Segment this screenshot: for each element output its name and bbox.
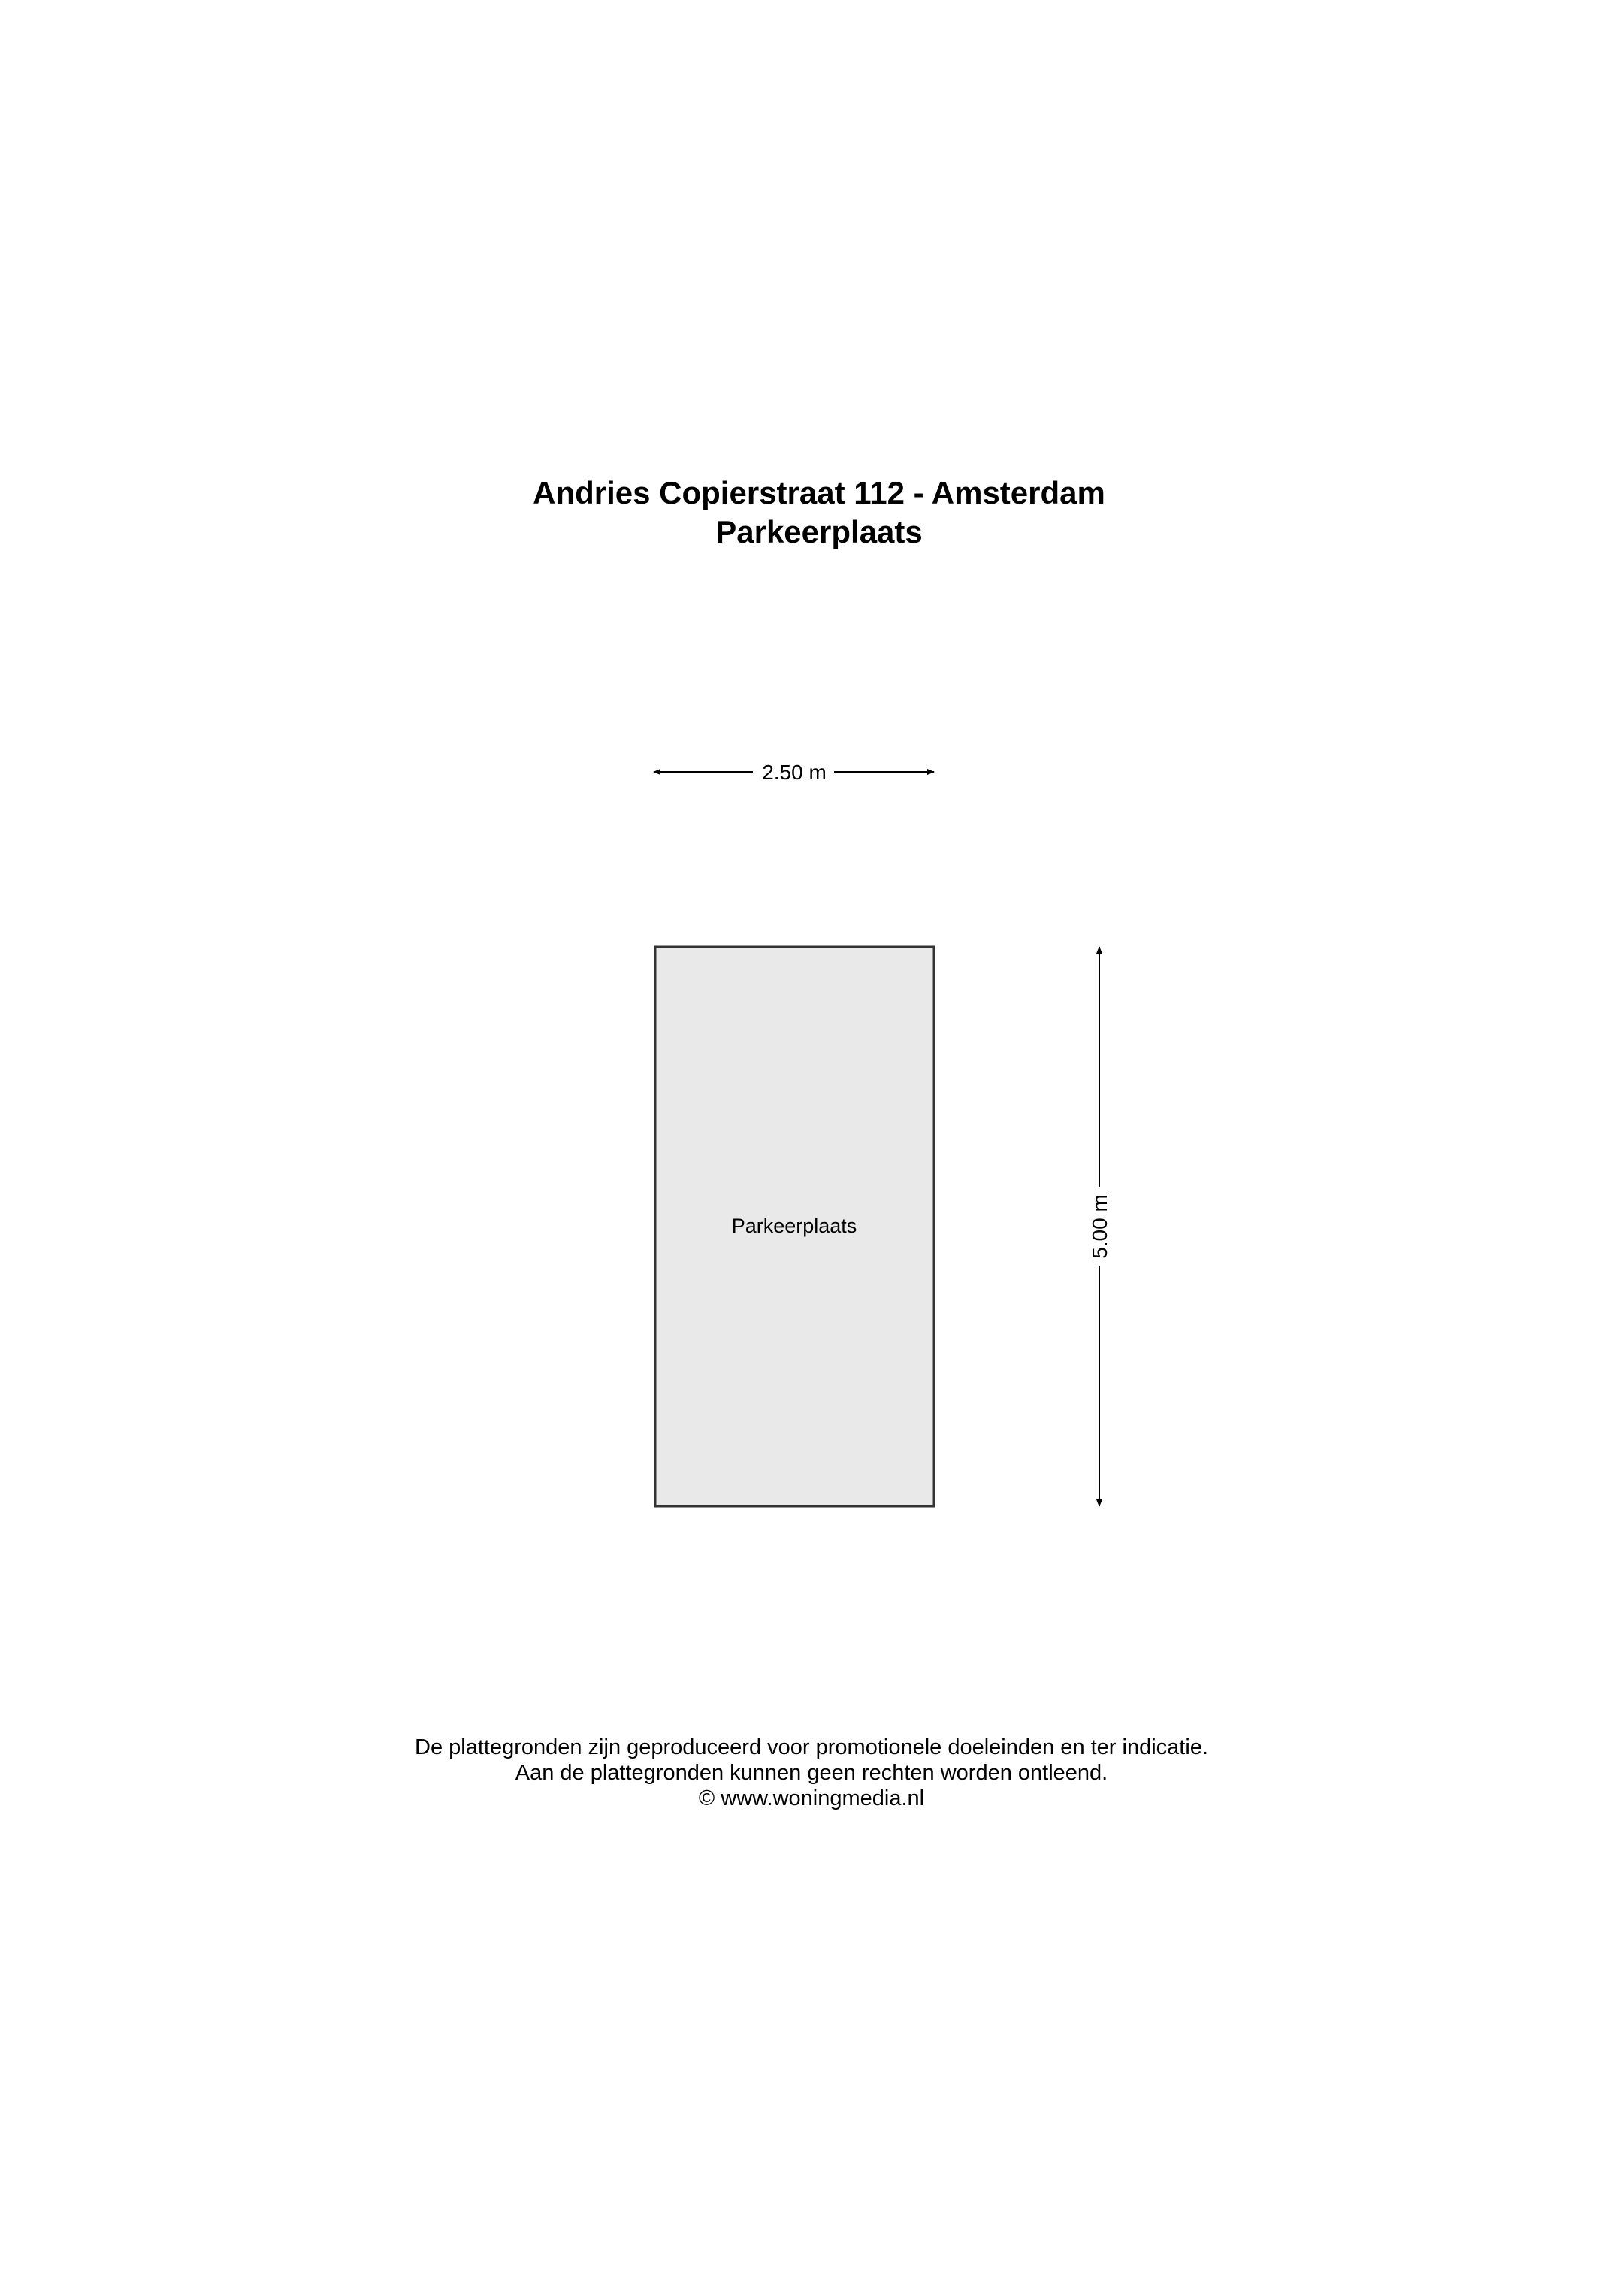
address-title: Andries Copierstraat 112 - Amsterdam bbox=[533, 475, 1105, 510]
length-dimension bbox=[1088, 947, 1111, 1506]
disclaimer-line-1: De plattegronden zijn geproduceerd voor promotionele doeleinden en ter indicatie. bbox=[415, 1735, 1208, 1759]
room-parkeerplaats bbox=[655, 947, 934, 1506]
disclaimer-line-2: Aan de plattegronden kunnen geen rechten worden ontleend. bbox=[515, 1761, 1108, 1785]
width-dimension-label: 2.50 m bbox=[762, 761, 827, 784]
length-dimension-label: 5.00 m bbox=[1088, 1194, 1111, 1259]
disclaimer bbox=[0, 1735, 1623, 1811]
floor-title: Parkeerplaats bbox=[715, 514, 923, 549]
copyright-link[interactable]: © www.woningmedia.nl bbox=[698, 1786, 925, 1810]
room-label: Parkeerplaats bbox=[731, 1215, 857, 1237]
width-dimension bbox=[654, 761, 934, 784]
